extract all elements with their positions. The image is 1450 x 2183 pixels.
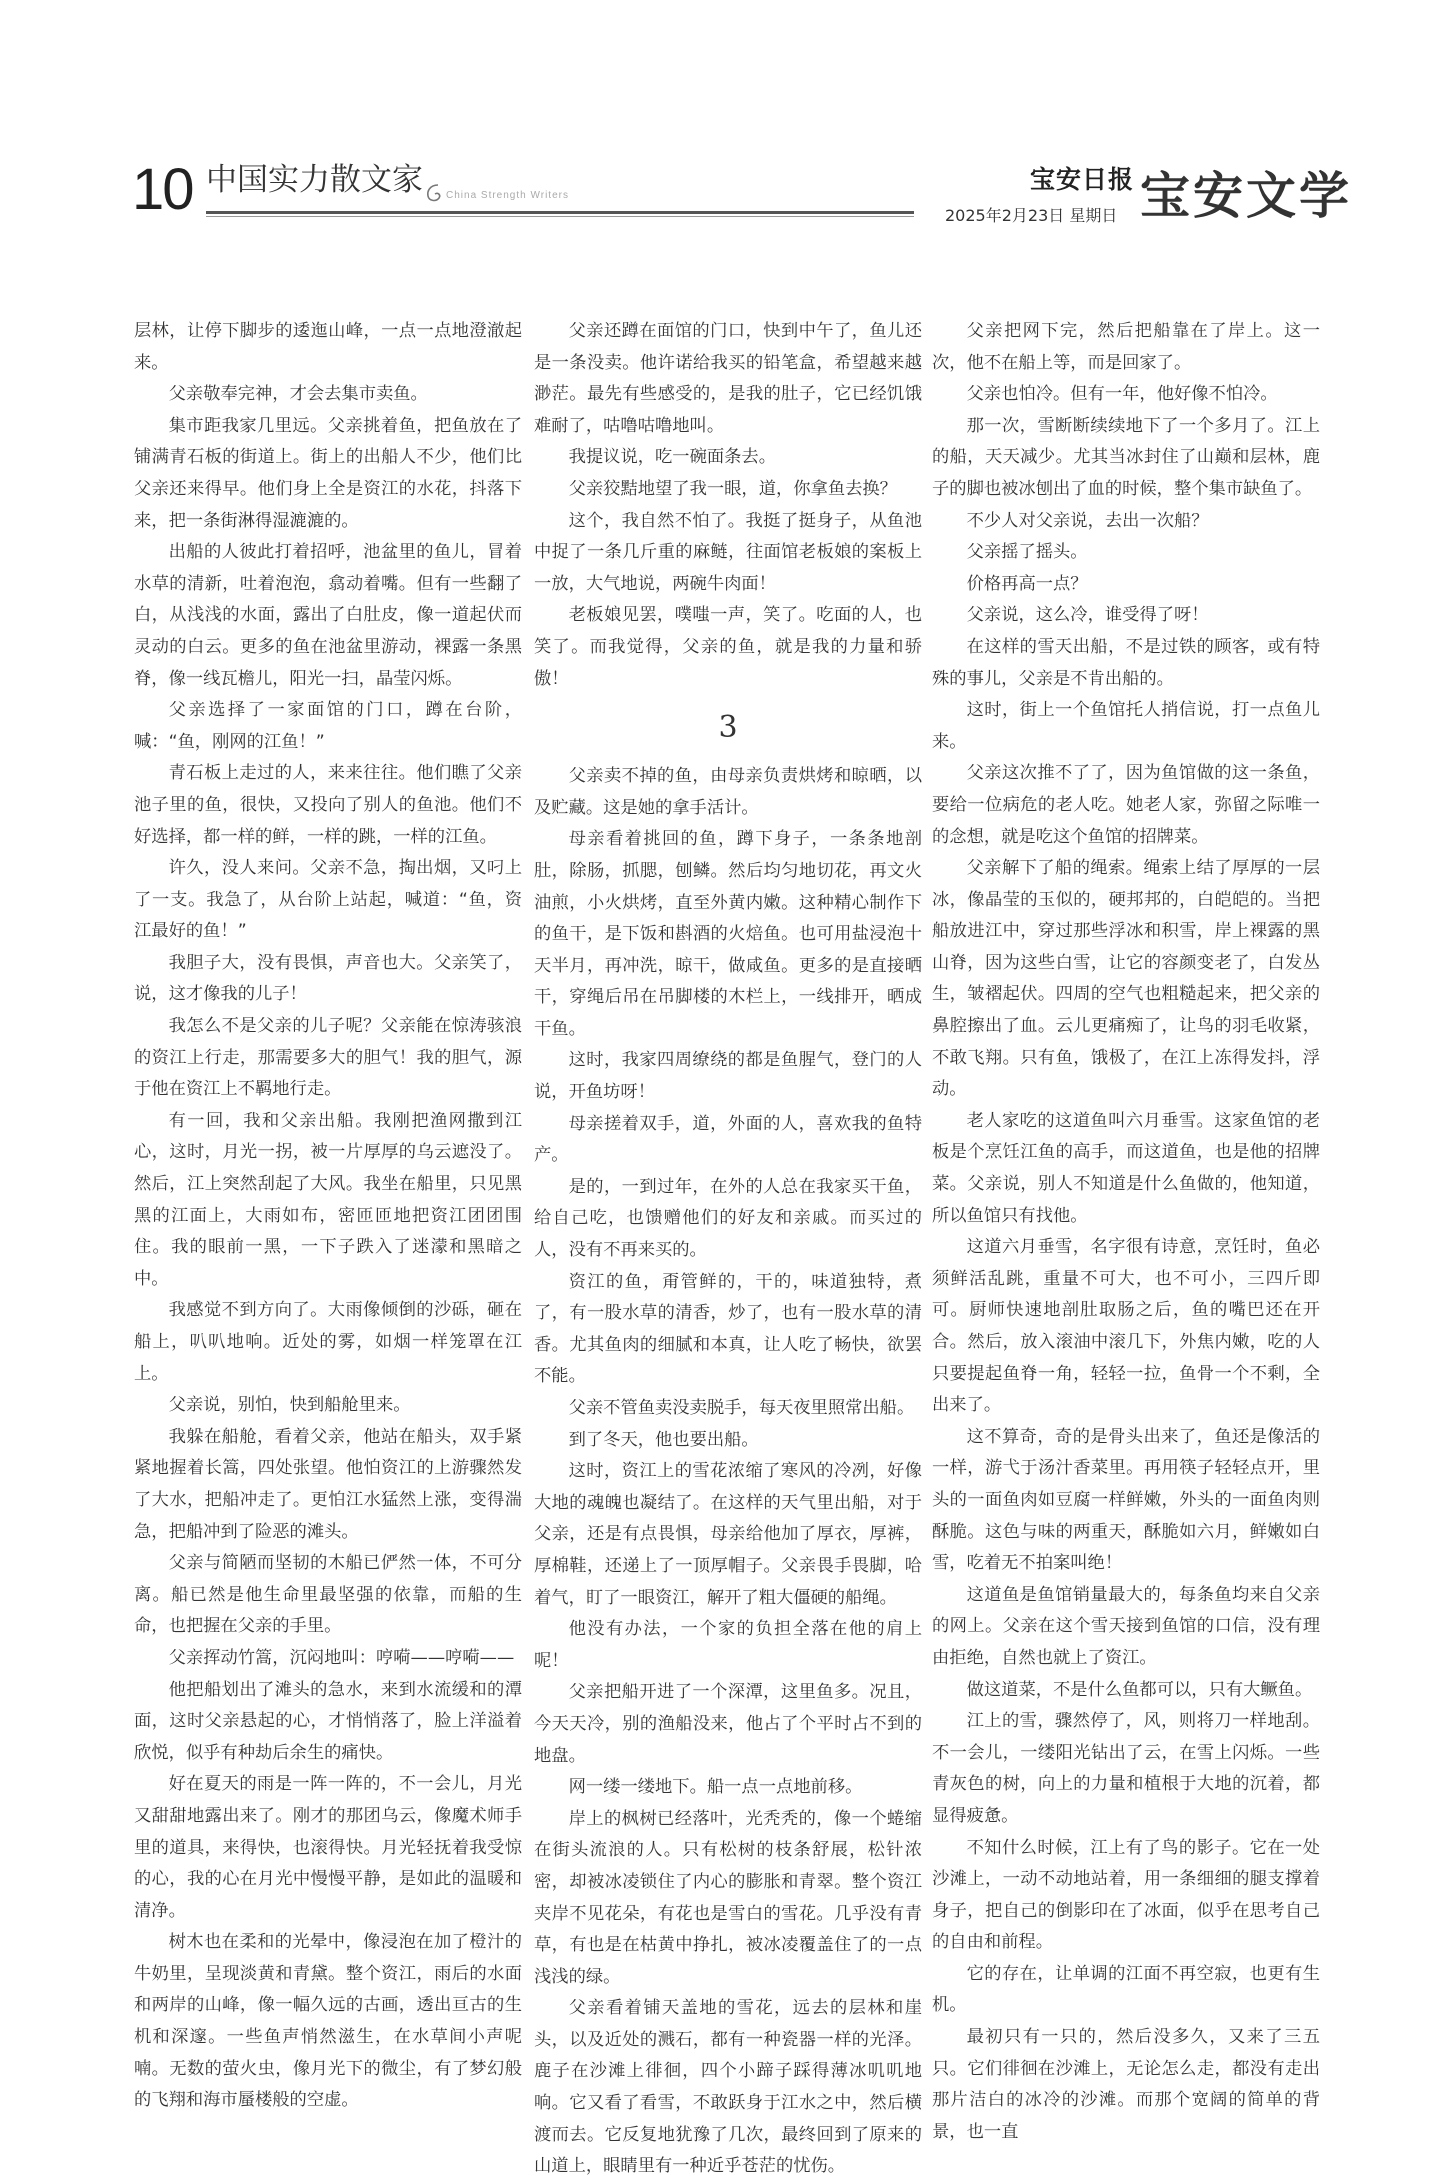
article-column-1 [134,316,522,2117]
paragraph: 父亲还蹲在面馆的门口，快到中午了，鱼儿还是一条没卖。他许诺给我买的铅笔盒，希望越来越渺茫。最先有些感受的，是我的肚子，它已经饥饿难耐了，咕噜咕噜地叫。 [534,321,922,436]
paragraph: 岸上的枫树已经落叶，光秃秃的，像一个蜷缩在街头流浪的人。只有松树的枝条舒展，松针浓密，却被冰凌锁住了内心的膨胀和青翠。整个资江夹岸不见花朵，有花也是雪白的雪花。几乎没有青草，有也是在枯黄中挣扎，被冰凌覆盖住了的一点浅浅的绿。 [534,1808,922,1987]
column-subtitle: China Strength Writers [446,190,569,201]
paragraph: 我胆子大，没有畏惧，声音也大。父亲笑了，说，这才像我的儿子！ [134,952,522,1005]
paragraph: 这不算奇，奇的是骨头出来了，鱼还是像活的一样，游弋于汤汁香菜里。再用筷子轻轻点开，里头的一面鱼肉如豆腐一样鲜嫩，外头的一面鱼肉则酥脆。这色与味的两重天，酥脆如六月，鲜嫩如白雪，吃着无不拍案叫绝！ [932,1426,1320,1574]
paragraph: 最初只有一只的，然后没多久，又来了三五只。它们徘徊在沙滩上，无论怎么走，都没有走出那片洁白的冰冷的沙滩。而那个宽阔的简单的背景，也一直 [932,2027,1320,2142]
paragraph: 他没有办法，一个家的负担全落在他的肩上呢！ [534,1619,922,1671]
paragraph: 网一缕一缕地下。船一点一点地前移。 [568,1777,863,1798]
paragraph: 我提议说，吃一碗面条去。 [568,447,776,468]
paragraph: 父亲挥动竹篙，沉闷地叫：哼嗬——哼嗬—— [168,1647,515,1668]
paragraph: 青石板上走过的人，来来往往。他们瞧了父亲池子里的鱼，很快，又投向了别人的鱼池。他们不好选择，都一样的鲜，一样的跳，一样的江鱼。 [134,763,522,847]
paragraph: 那一次，雪断断续续地下了一个多月了。江上的船，天天减少。尤其当冰封住了山巅和层林，鹿子的脚也被冰刨出了血的时候，整个集市缺鱼了。 [932,415,1320,499]
paragraph: 父亲看着铺天盖地的雪花，远去的层林和崖头，以及近处的溅石，都有一种瓷器一样的光泽。鹿子在沙滩上徘徊，四个小蹄子踩得薄冰叽叽地响。它又看了看雪，不敢跃身于江水之中，然后横渡而去。它反复地犹豫了几次，最终回到了原来的山道上，眼睛里有一种近乎苍茫的忧伤。 [534,1998,922,2177]
paragraph: 母亲看着挑回的鱼，蹲下身子，一条条地剖肚，除肠，抓腮，刨鳞。然后均匀地切花，再文火油煎，小火烘烤，直至外黄内嫩。这种精心制作下的鱼干，是下饭和斟酒的火焙鱼。也可用盐浸泡十天半月，再冲洗，晾干，做咸鱼。更多的是直接晒干，穿绳后吊在吊脚楼的木栏上，一线排开，晒成干鱼。 [534,829,922,1039]
paragraph: 它的存在，让单调的江面不再空寂，也更有生机。 [932,1963,1320,2016]
paragraph: 在这样的雪天出船，不是过铁的顾客，或有特殊的事儿，父亲是不肯出船的。 [932,636,1320,689]
paragraph: 我感觉不到方向了。大雨像倾倒的沙砾，砸在船上，叭叭地响。近处的雾，如烟一样笼罩在江上。 [134,1300,522,1384]
paragraph: 集市距我家几里远。父亲挑着鱼，把鱼放在了铺满青石板的街道上。街上的出船人不少，他们比父亲还来得早。他们身上全是资江的水花，抖落下来，把一条街淋得湿漉漉的。 [134,415,522,531]
paragraph: 做这道菜，不是什么鱼都可以，只有大鳜鱼。 [966,1679,1313,1700]
paragraph: 层林，让停下脚步的逶迤山峰，一点一点地澄澈起来。 [134,321,522,373]
paragraph: 父亲敬奉完神，才会去集市卖鱼。 [168,384,428,405]
paragraph: 父亲解下了船的绳索。绳索上结了厚厚的一层冰，像晶莹的玉似的，硬邦邦的，白皑皑的。当把船放进江中，穿过那些浮冰和积雪，岸上裸露的黑山脊，因为这些白雪，让它的容颜变老了，白发丛生，皱褶起伏。四周的空气也粗糙起来，把父亲的鼻腔擦出了血。云儿更痛痴了，让鸟的羽毛收紧，不敢飞翔。只有鱼，饿极了，在江上冻得发抖，浮动。 [932,858,1320,1100]
section-number: 3 [718,710,738,746]
page-number: 10 [132,157,193,222]
issue-date: 2025年2月23日 星期日 [945,206,1118,225]
paragraph: 老板娘见罢，噗嗤一声，笑了。吃面的人，也笑了。而我觉得，父亲的鱼，就是我的力量和骄傲！ [534,605,922,689]
paragraph: 父亲选择了一家面馆的门口，蹲在台阶，喊：“鱼，刚网的江鱼！” [134,700,522,752]
header-rule-thin [206,216,914,217]
paragraph: 江上的雪，骤然停了，风，则将刀一样地刮。不一会儿，一缕阳光钻出了云，在雪上闪烁。一些青灰色的树，向上的力量和植根于大地的沉着，都显得疲惫。 [932,1711,1320,1826]
paragraph: 不少人对父亲说，去出一次船？ [966,510,1209,531]
paragraph: 是的，一到过年，在外的人总在我家买干鱼，给自己吃，也馈赠他们的好友和亲戚。而买过的人，没有不再来买的。 [534,1176,922,1261]
page-header [0,0,1450,240]
paragraph: 父亲卖不掉的鱼，由母亲负责烘烤和晾晒，以及贮藏。这是她的拿手活计。 [534,766,922,818]
paragraph: 这道鱼是鱼馆销量最大的，每条鱼均来自父亲的网上。父亲在这个雪天接到鱼馆的口信，没有理由拒绝，自然也就上了资江。 [932,1584,1320,1668]
section-name: 宝安文学 [1140,166,1352,225]
article-column-2 [534,316,922,2183]
paragraph: 到了冬天，他也要出船。 [568,1429,759,1450]
paragraph: 有一回，我和父亲出船。我刚把渔网撒到江心，这时，月光一拐，被一片厚厚的乌云遮没了。然后，江上突然刮起了大风。我坐在船里，只见黑黑的江面上，大雨如布，密匝匝地把资江团团围住。我的眼前一黑，一下子跌入了迷濛和黑暗之中。 [134,1110,522,1289]
paragraph: 父亲说，别怕，快到船舱里来。 [168,1395,411,1416]
paragraph: 父亲摇了摇头。 [966,542,1088,563]
masthead-name: 宝安日报 [1030,165,1135,194]
paragraph: 我怎么不是父亲的儿子呢？父亲能在惊涛骇浪的资江上行走，那需要多大的胆气！我的胆气，源于他在资江上不羁地行走。 [134,1016,522,1100]
header-rule [206,211,914,214]
paragraph: 这时，街上一个鱼馆托人捎信说，打一点鱼儿来。 [932,700,1320,752]
paragraph: 父亲与简陋而坚韧的木船已俨然一体，不可分离。船已然是他生命里最坚强的依靠，而船的生命，也把握在父亲的手里。 [134,1553,522,1637]
paragraph: 父亲不管鱼卖没卖脱手，每天夜里照常出船。 [568,1398,915,1418]
paragraph: 这时，我家四周缭绕的都是鱼腥气，登门的人说，开鱼坊呀！ [534,1050,922,1103]
paragraph: 出船的人彼此打着招呼，池盆里的鱼儿，冒着水草的清新，吐着泡泡，翕动着嘴。但有一些翻了白，从浅浅的水面，露出了白肚皮，像一道起伏而灵动的白云。更多的鱼在池盆里游动，裸露一条黑脊，像一线瓦檐儿，阳光一扫，晶莹闪烁。 [134,542,522,689]
paragraph: 父亲把船开进了一个深潭，这里鱼多。况且，今天天冷，别的渔船没来，他占了个平时占不到的地盘。 [534,1682,922,1766]
article-column-3 [932,316,1320,2148]
column-title: 中国实力散文家 [206,162,423,198]
paragraph: 这个，我自然不怕了。我挺了挺身子，从鱼池中捉了一条几斤重的麻鲢，往面馆老板娘的案板上一放，大气地说，两碗牛肉面！ [534,510,922,594]
paragraph: 父亲也怕冷。但有一年，他好像不怕冷。 [966,384,1278,405]
paragraph: 母亲搓着双手，道，外面的人，喜欢我的鱼特产。 [534,1113,922,1166]
paragraph: 价格再高一点？ [966,573,1088,594]
paragraph: 我躲在船舱，看着父亲，他站在船头，双手紧紧地握着长篙，四处张望。他怕资江的上游骤然发了大水，把船冲走了。更怕江水猛然上涨，变得湍急，把船冲到了险恶的滩头。 [134,1426,522,1542]
paragraph: 父亲这次推不了了，因为鱼馆做的这一条鱼，要给一位病危的老人吃。她老人家，弥留之际唯一的念想，就是吃这个鱼馆的招牌菜。 [932,763,1320,847]
paragraph: 这时，资江上的雪花浓缩了寒风的冷冽，好像大地的魂魄也凝结了。在这样的天气里出船，对于父亲，还是有点畏惧，母亲给他加了厚衣，厚裤，厚棉鞋，还递上了一顶厚帽子。父亲畏手畏脚，哈着气，盯了一眼资江，解开了粗大僵硬的船绳。 [534,1461,922,1608]
paragraph: 他把船划出了滩头的急水，来到水流缓和的潭面，这时父亲悬起的心，才悄悄落了，脸上洋溢着欣悦，似乎有种劫后余生的痛快。 [134,1679,522,1763]
paragraph: 父亲说，这么冷，谁受得了呀！ [966,605,1209,626]
paragraph: 老人家吃的这道鱼叫六月垂雪。这家鱼馆的老板是个烹饪江鱼的高手，而这道鱼，也是他的招牌菜。父亲说，别人不知道是什么鱼做的，他知道，所以鱼馆只有找他。 [932,1110,1320,1226]
swirl-emblem-icon [424,182,444,204]
paragraph: 这道六月垂雪，名字很有诗意，烹饪时，鱼必须鲜活乱跳，重量不可大，也不可小，三四斤即可。厨师快速地剖肚取肠之后，鱼的嘴巴还在开合。然后，放入滚油中滚几下，外焦内嫩，吃的人只要提起鱼脊一角，轻轻一拉，鱼骨一个不剩，全出来了。 [932,1237,1320,1416]
paragraph: 父亲把网下完，然后把船靠在了岸上。这一次，他不在船上等，而是回家了。 [932,321,1320,373]
paragraph: 许久，没人来问。父亲不急，掏出烟，又叼上了一支。我急了，从台阶上站起，喊道：“鱼，资江最好的鱼！” [134,858,522,942]
paragraph: 不知什么时候，江上有了鸟的影子。它在一处沙滩上，一动不动地站着，用一条细细的腿支撑着身子，把自己的倒影印在了冰面，似乎在思考自己的自由和前程。 [932,1837,1320,1953]
paragraph: 资江的鱼，甭管鲜的，干的，味道独特，煮了，有一股水草的清香，炒了，也有一股水草的清香。尤其鱼肉的细腻和本真，让人吃了畅快，欲罢不能。 [534,1271,922,1387]
paragraph: 父亲狡黠地望了我一眼，道，你拿鱼去换？ [568,478,897,499]
paragraph: 好在夏天的雨是一阵一阵的，不一会儿，月光又甜甜地露出来了。刚才的那团乌云，像魔术师手里的道具，来得快，也滚得快。月光轻抚着我受惊的心，我的心在月光中慢慢平静，是如此的温暖和清净。 [134,1774,522,1921]
paragraph: 树木也在柔和的光晕中，像浸泡在加了橙汁的牛奶里，呈现淡黄和青黛。整个资江，雨后的水面和两岸的山峰，像一幅久远的古画，透出亘古的生机和深邃。一些鱼声悄然滋生，在水草间小声呢喃。无数的萤火虫，像月光下的微尘，有了梦幻般的飞翔和海市蜃楼般的空虚。 [134,1932,522,2111]
